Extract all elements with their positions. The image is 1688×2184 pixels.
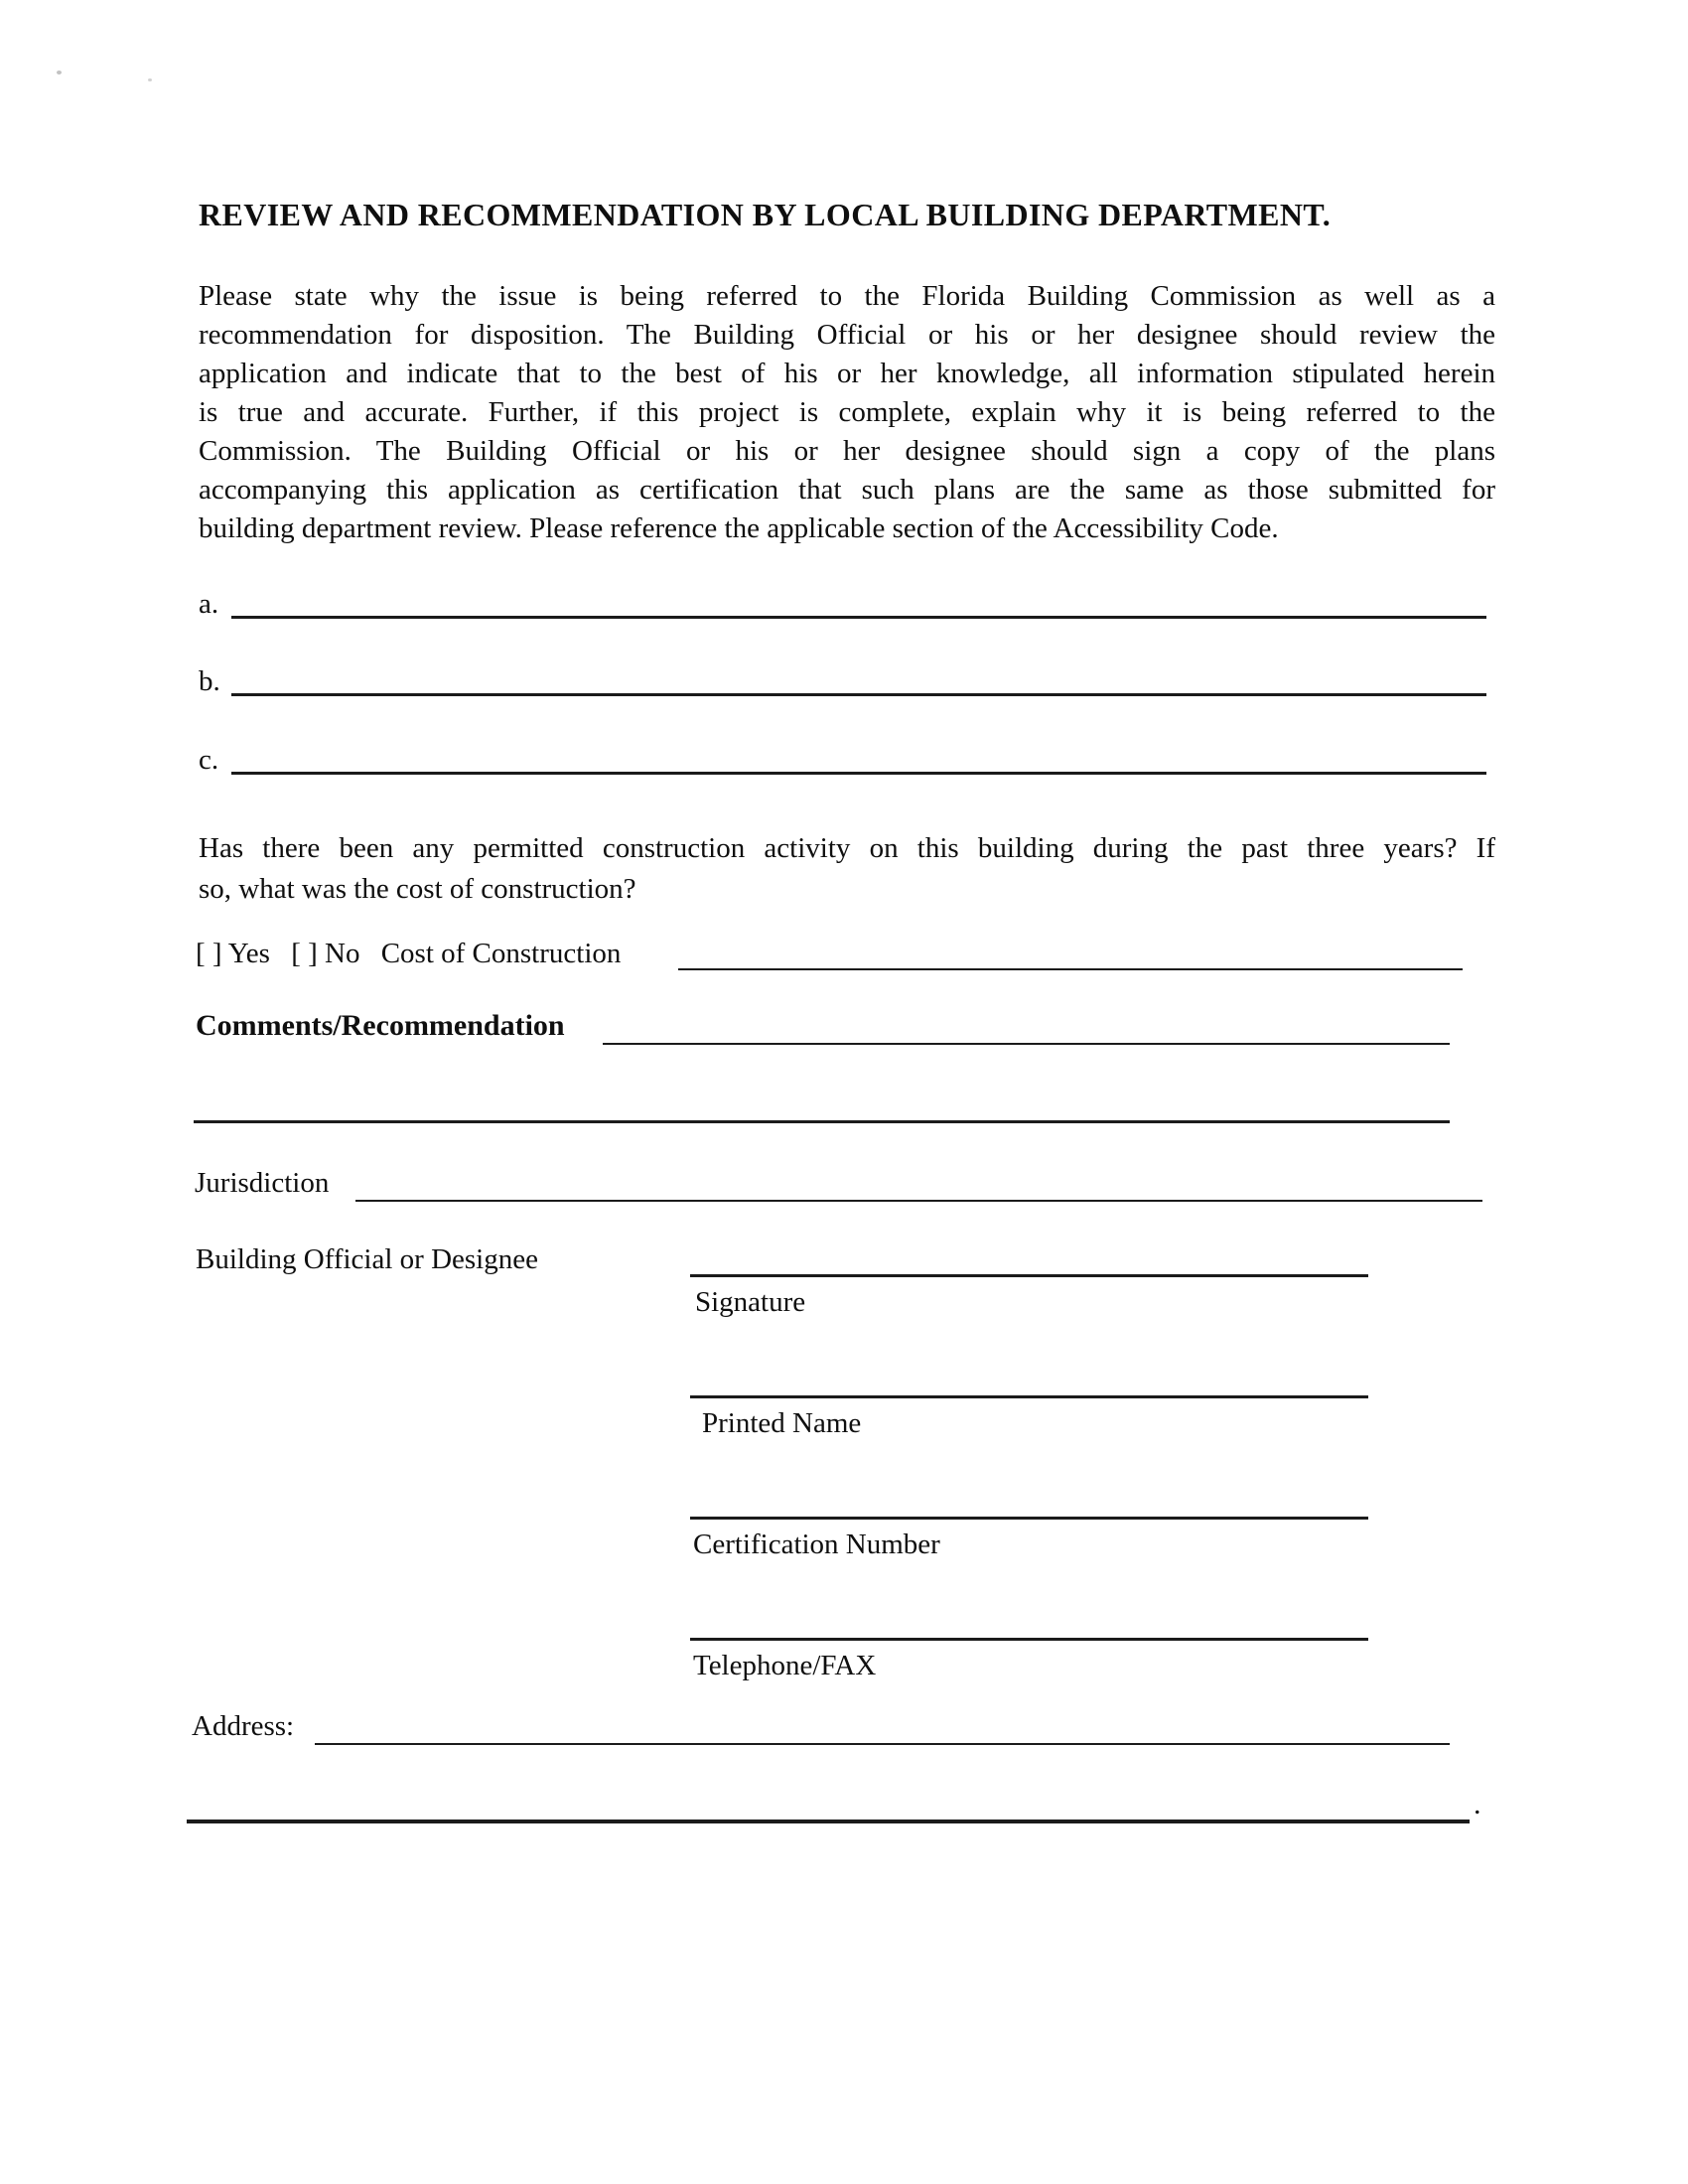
intro-line: recommendation for disposition. The Building Official or his or her designee should review the: [199, 319, 1495, 351]
intro-line: is true and accurate. Further, if this project is complete, explain why it is being referred to the: [199, 396, 1495, 428]
intro-line: Please state why the issue is being referred to the Florida Building Commission as well as a: [199, 280, 1495, 312]
question-line: Has there been any permitted construction activity on this building during the past three years? If: [199, 832, 1495, 864]
cost-of-construction-fill-line[interactable]: [678, 968, 1463, 970]
cost-of-construction-label: Cost of Construction: [380, 938, 622, 969]
item-a-fill-line[interactable]: [231, 616, 1486, 619]
no-checkbox[interactable]: [ ] No: [291, 938, 360, 969]
comments-recommendation-label: Comments/Recommendation: [196, 1009, 565, 1042]
signature-fill-line[interactable]: [690, 1274, 1368, 1277]
intro-paragraph: [199, 277, 1495, 548]
construction-question: [199, 828, 1495, 910]
item-b-fill-line[interactable]: [231, 693, 1486, 696]
intro-line: application and indicate that to the best of his or her knowledge, all information stipulated herein: [199, 358, 1495, 389]
address-fill-line-1[interactable]: [315, 1743, 1450, 1745]
item-b-label: b.: [199, 665, 220, 697]
scan-artifact: [148, 78, 152, 81]
address-fill-line-2[interactable]: [187, 1820, 1470, 1823]
building-official-label: Building Official or Designee: [196, 1243, 538, 1275]
comments-fill-line-1[interactable]: [603, 1043, 1450, 1045]
jurisdiction-fill-line[interactable]: [355, 1200, 1482, 1202]
certification-number-fill-line[interactable]: [690, 1517, 1368, 1520]
item-c-fill-line[interactable]: [231, 772, 1486, 775]
address-label: Address:: [192, 1710, 295, 1742]
yes-no-row: [196, 938, 634, 970]
signature-label: Signature: [695, 1286, 806, 1318]
page-title: REVIEW AND RECOMMENDATION BY LOCAL BUILDING DEPARTMENT.: [199, 197, 1332, 232]
intro-line: accompanying this application as certification that such plans are the same as those submitted for: [199, 474, 1495, 506]
question-line: so, what was the cost of construction?: [199, 873, 636, 905]
scan-artifact: [57, 71, 62, 74]
intro-line: Commission. The Building Official or his or her designee should sign a copy of the plans: [199, 435, 1495, 467]
printed-name-label: Printed Name: [702, 1407, 862, 1439]
item-c-label: c.: [199, 744, 219, 776]
comments-fill-line-2[interactable]: [194, 1120, 1450, 1123]
telephone-fax-label: Telephone/FAX: [693, 1650, 877, 1681]
certification-number-label: Certification Number: [693, 1529, 940, 1560]
telephone-fax-fill-line[interactable]: [690, 1638, 1368, 1641]
item-a-label: a.: [199, 588, 219, 620]
jurisdiction-label: Jurisdiction: [195, 1167, 330, 1199]
yes-checkbox[interactable]: [ ] Yes: [196, 938, 270, 969]
intro-line: building department review. Please reference the applicable section of the Accessibility Code.: [199, 512, 1279, 544]
trailing-period: .: [1474, 1788, 1481, 1820]
printed-name-fill-line[interactable]: [690, 1395, 1368, 1398]
